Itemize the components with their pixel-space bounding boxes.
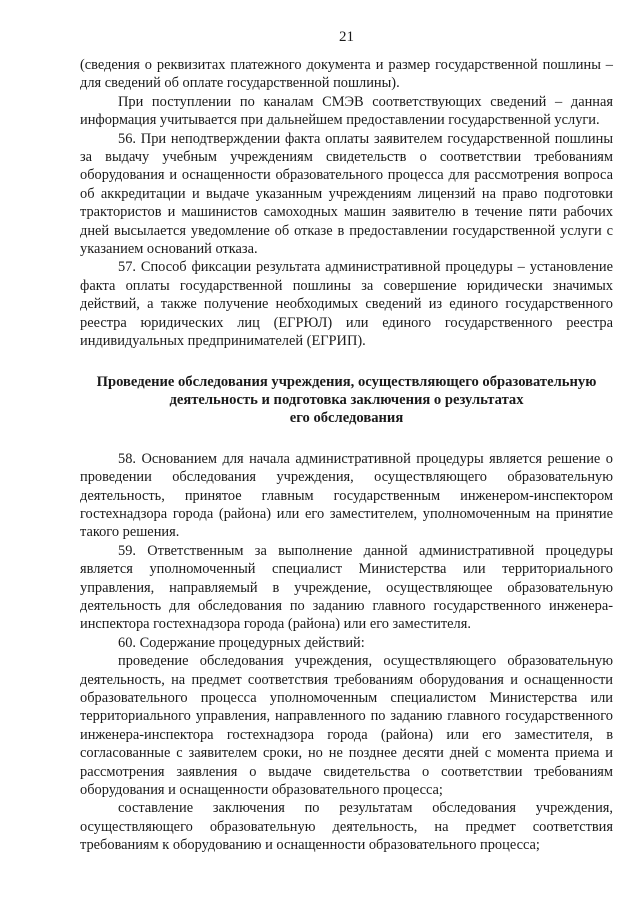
section-heading [80, 373, 613, 428]
paragraph-59: 59. Ответственным за выполнение данной административной процедуры является уполномоченный специалист Министерства или территориального управления, направляемый в учреждение, осуществляющее образовательную деятельность для обследования по заданию главного государственного инженера-инспектора гостехнадзора города (района) или его заместителя. [80, 542, 613, 633]
section-heading-line-2: деятельность и подготовка заключения о результатах [169, 391, 524, 408]
section-heading-line-3: его обследования [289, 410, 404, 427]
paragraph-60-item-inspection: проведение обследования учреждения, осуществляющего образовательную деятельность, на предмет соответствия требованиям оборудования и оснащенности образовательного процесса уполномоченным специалистом Министерства или территориального управления, направленного по заданию главного государственного инженера-инспектора гостехнадзора города (района) или его заместителя, в согласованные с заявителем сроки, но не позднее десяти дней с момента приема и рассмотрения заявления о выдаче свидетельства о соответствии требованиям оборудования и оснащенности образовательного процесса; [80, 653, 613, 799]
section-heading-line-1: Проведение обследования учреждения, осуществляющего образовательную [96, 373, 597, 390]
paragraph-58: 58. Основанием для начала административной процедуры является решение о проведении обследования учреждения, осуществляющего образовательную деятельность, принятое главным государственным инженером-инспектором гостехнадзора города (района) или его заместителем, уполномоченным на принятие такого решения. [80, 450, 613, 541]
paragraph-smev-info: При поступлении по каналам СМЭВ соответствующих сведений – данная информация учитывается при дальнейшем предоставлении государственной услуги. [80, 93, 613, 129]
page-number: 21 [339, 29, 354, 45]
paragraph-60-item-conclusion: составление заключения по результатам обследования учреждения, осуществляющего образовательную деятельность, на предмет соответствия требованиям к оборудованию и оснащенности образовательного процесса; [80, 800, 613, 854]
paragraph-56: 56. При неподтверждении факта оплаты заявителем государственной пошлины за выдачу учебным учреждениям свидетельств о соответствии требованиям оборудования и оснащенности образовательного процесса для рассмотрения вопроса об аккредитации и выдаче указанным учреждениям лицензий на право подготовки трактористов и машинистов самоходных машин заявителю в течение пяти рабочих дней высылается уведомление об отказе в предоставлении государственной услуги с указанием оснований отказа. [80, 130, 613, 258]
paragraph-57: 57. Способ фиксации результата административной процедуры – установление факта оплаты государственной пошлины за совершение юридически значимых действий, а также получение необходимых сведений из единого государственного реестра юридических лиц (ЕГРЮЛ) или единого государственного реестра индивидуальных предпринимателей (ЕГРИП). [80, 259, 613, 350]
paragraph-payment-details: (сведения о реквизитах платежного документа и размер государственной пошлины – для сведений об оплате государственной пошлины). [80, 57, 613, 92]
document-page [80, 28, 613, 855]
paragraph-60: 60. Содержание процедурных действий: [118, 634, 365, 651]
